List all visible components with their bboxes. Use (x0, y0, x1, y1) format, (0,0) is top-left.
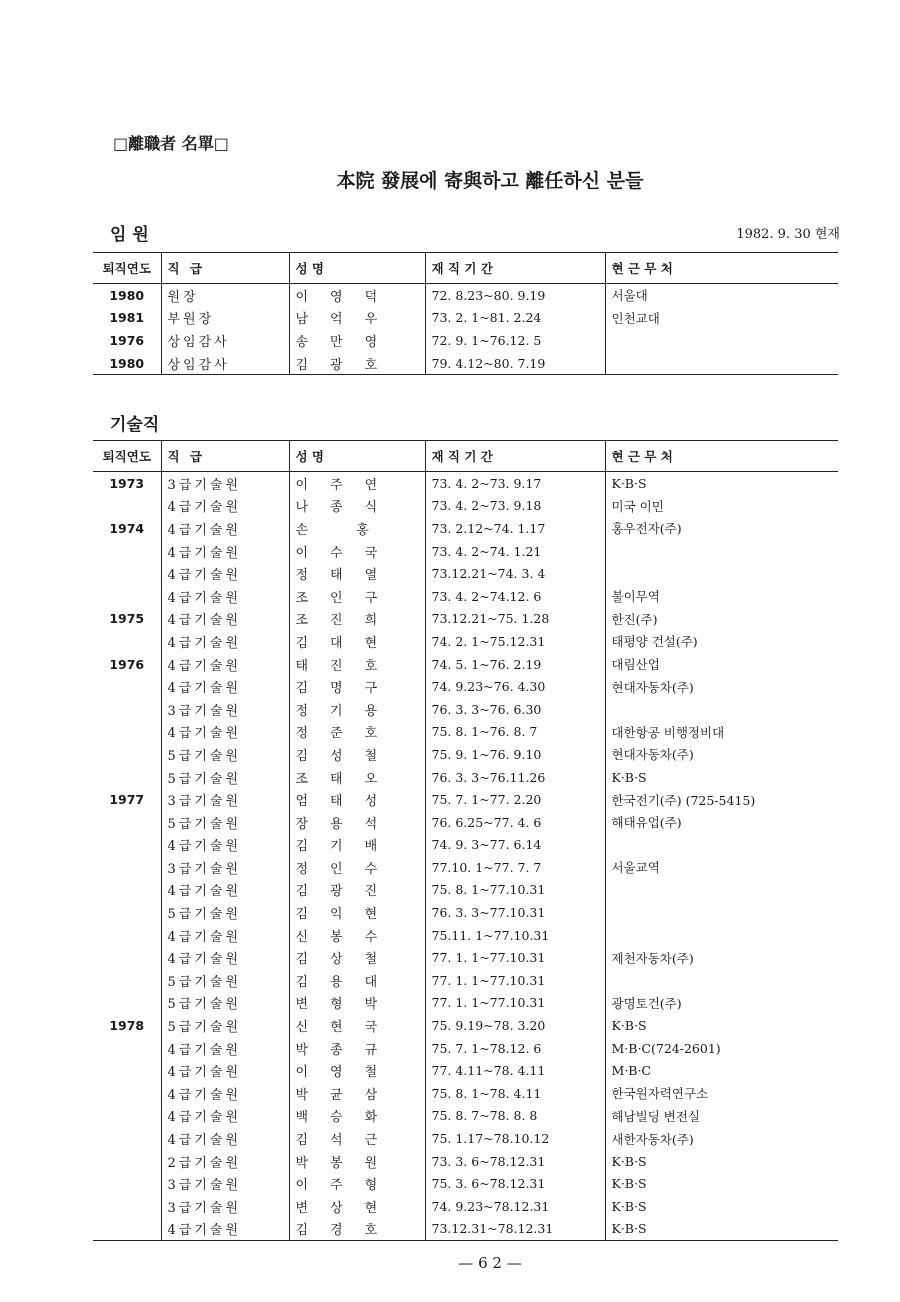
table-row (93, 992, 838, 1015)
period-cell: 74. 9.23~76. 4.30 (425, 675, 605, 698)
year-cell (93, 1059, 161, 1082)
period-cell: 77. 4.11~78. 4.11 (425, 1059, 605, 1082)
period-cell: 74. 2. 1~75.12.31 (425, 630, 605, 653)
period-cell: 74. 9.23~78.12.31 (425, 1195, 605, 1218)
period-cell: 73.12.21~74. 3. 4 (425, 562, 605, 585)
table-row (93, 495, 838, 518)
rank-cell: 상임감사 (161, 352, 289, 375)
name-cell: 태진호 (289, 653, 425, 676)
year-cell (93, 946, 161, 969)
workplace-cell: 한국전기(주) (725-5415) (605, 788, 838, 811)
header-work: 현 근 무 처 (605, 253, 838, 284)
period-cell: 73. 4. 2~73. 9.17 (425, 472, 605, 495)
workplace-cell (605, 329, 838, 352)
period-cell: 75. 1.17~78.10.12 (425, 1127, 605, 1150)
period-cell: 72. 8.23~80. 9.19 (425, 284, 605, 307)
rank-cell: 4급기술원 (161, 585, 289, 608)
table-row (93, 698, 838, 721)
as-of-date: 1982. 9. 30 현재 (736, 227, 840, 242)
period-cell: 77. 1. 1~77.10.31 (425, 946, 605, 969)
workplace-cell: M·B·C (605, 1059, 838, 1082)
name-cell: 김명구 (289, 675, 425, 698)
workplace-cell: 태평양 건설(주) (605, 630, 838, 653)
workplace-cell: 새한자동차(주) (605, 1127, 838, 1150)
period-cell: 72. 9. 1~76.12. 5 (425, 329, 605, 352)
period-cell: 73. 4. 2~74.12. 6 (425, 585, 605, 608)
name-cell: 김익현 (289, 901, 425, 924)
year-cell (93, 1082, 161, 1105)
rank-cell: 부원장 (161, 307, 289, 330)
period-cell: 73. 2.12~74. 1.17 (425, 517, 605, 540)
workplace-cell: 미국 이민 (605, 495, 838, 518)
name-cell: 장용석 (289, 811, 425, 834)
workplace-cell: 현대자동차(주) (605, 675, 838, 698)
rank-cell: 5급기술원 (161, 766, 289, 789)
period-cell: 75. 9. 1~76. 9.10 (425, 743, 605, 766)
name-cell: 송만영 (289, 329, 425, 352)
name-cell: 손 홍 (289, 517, 425, 540)
rank-cell: 4급기술원 (161, 653, 289, 676)
period-cell: 75.11. 1~77.10.31 (425, 924, 605, 947)
header-rank: 직 급 (161, 253, 289, 284)
name-cell: 신봉수 (289, 924, 425, 947)
table-row (93, 743, 838, 766)
period-cell: 77. 1. 1~77.10.31 (425, 992, 605, 1015)
year-cell (93, 721, 161, 744)
name-cell: 백승화 (289, 1105, 425, 1128)
period-cell: 74. 5. 1~76. 2.19 (425, 653, 605, 676)
table-row (93, 675, 838, 698)
name-cell: 김경호 (289, 1218, 425, 1241)
table-row (93, 307, 838, 330)
table-row (93, 969, 838, 992)
name-cell: 정기용 (289, 698, 425, 721)
technical-heading: 기술직 (110, 415, 160, 435)
rank-cell: 4급기술원 (161, 1082, 289, 1105)
name-cell: 박봉원 (289, 1150, 425, 1173)
year-cell (93, 585, 161, 608)
rank-cell: 4급기술원 (161, 834, 289, 857)
workplace-cell: M·B·C(724-2601) (605, 1037, 838, 1060)
workplace-cell: K·B·S (605, 1172, 838, 1195)
period-cell: 75. 8. 7~78. 8. 8 (425, 1105, 605, 1128)
name-cell: 이주형 (289, 1172, 425, 1195)
name-cell: 조진희 (289, 608, 425, 631)
rank-cell: 4급기술원 (161, 1059, 289, 1082)
rank-cell: 4급기술원 (161, 946, 289, 969)
year-cell (93, 992, 161, 1015)
rank-cell: 원장 (161, 284, 289, 307)
name-cell: 김성철 (289, 743, 425, 766)
period-cell: 79. 4.12~80. 7.19 (425, 352, 605, 375)
table-row (93, 1150, 838, 1173)
workplace-cell: 광명토건(주) (605, 992, 838, 1015)
rank-cell: 4급기술원 (161, 495, 289, 518)
year-cell (93, 675, 161, 698)
year-cell (93, 856, 161, 879)
period-cell: 76. 3. 3~76. 6.30 (425, 698, 605, 721)
year-cell (93, 495, 161, 518)
workplace-cell: 홍우전자(주) (605, 517, 838, 540)
year-cell: 1976 (109, 332, 145, 348)
period-cell: 73.12.21~75. 1.28 (425, 608, 605, 631)
rank-cell: 5급기술원 (161, 743, 289, 766)
table-row (93, 1195, 838, 1218)
name-cell: 이주연 (289, 472, 425, 495)
table-row (93, 653, 838, 676)
rank-cell: 3급기술원 (161, 856, 289, 879)
executives-heading: 임 원 (110, 225, 149, 245)
name-cell: 정준호 (289, 721, 425, 744)
workplace-cell (605, 879, 838, 902)
header-work: 현 근 무 처 (605, 441, 838, 472)
period-cell: 75. 7. 1~77. 2.20 (425, 788, 605, 811)
year-cell (93, 698, 161, 721)
table-row (93, 924, 838, 947)
executives-table (93, 252, 838, 375)
table-row (93, 284, 838, 307)
workplace-cell: 제천자동차(주) (605, 946, 838, 969)
header-period: 재 직 기 간 (425, 253, 605, 284)
name-cell: 김기배 (289, 834, 425, 857)
name-cell: 변형박 (289, 992, 425, 1015)
year-cell (93, 743, 161, 766)
workplace-cell: K·B·S (605, 1150, 838, 1173)
table-header-row (93, 253, 838, 284)
rank-cell: 5급기술원 (161, 1014, 289, 1037)
year-cell (93, 1127, 161, 1150)
technical-table (93, 440, 838, 1241)
year-cell (93, 969, 161, 992)
year-cell (93, 1218, 161, 1241)
workplace-cell: K·B·S (605, 766, 838, 789)
name-cell: 이수국 (289, 540, 425, 563)
rank-cell: 4급기술원 (161, 517, 289, 540)
table-row (93, 834, 838, 857)
name-cell: 김용대 (289, 969, 425, 992)
workplace-cell: 대한항공 비행정비대 (605, 721, 838, 744)
workplace-cell (605, 834, 838, 857)
workplace-cell: K·B·S (605, 1218, 838, 1241)
rank-cell: 상임감사 (161, 329, 289, 352)
period-cell: 73. 4. 2~74. 1.21 (425, 540, 605, 563)
table-row (93, 352, 838, 375)
rank-cell: 5급기술원 (161, 811, 289, 834)
rank-cell: 4급기술원 (161, 630, 289, 653)
year-cell (93, 540, 161, 563)
year-cell: 1973 (109, 475, 145, 491)
rank-cell: 4급기술원 (161, 675, 289, 698)
year-cell (93, 834, 161, 857)
table-row (93, 1218, 838, 1241)
table-row (93, 1059, 838, 1082)
name-cell: 엄태성 (289, 788, 425, 811)
year-cell (93, 1150, 161, 1173)
rank-cell: 4급기술원 (161, 1037, 289, 1060)
table-row (93, 472, 838, 495)
year-cell (93, 901, 161, 924)
table-row (93, 540, 838, 563)
period-cell: 77. 1. 1~77.10.31 (425, 969, 605, 992)
period-cell: 75. 3. 6~78.12.31 (425, 1172, 605, 1195)
table-row (93, 329, 838, 352)
rank-cell: 4급기술원 (161, 879, 289, 902)
period-cell: 73. 3. 6~78.12.31 (425, 1150, 605, 1173)
name-cell: 김광호 (289, 352, 425, 375)
header-rank: 직 급 (161, 441, 289, 472)
year-cell (93, 924, 161, 947)
table-row (93, 1037, 838, 1060)
rank-cell: 3급기술원 (161, 788, 289, 811)
page-number: — 6 2 — (458, 1254, 522, 1272)
period-cell: 75. 8. 1~76. 8. 7 (425, 721, 605, 744)
workplace-cell: 한국원자력연구소 (605, 1082, 838, 1105)
rank-cell: 2급기술원 (161, 1150, 289, 1173)
rank-cell: 4급기술원 (161, 924, 289, 947)
rank-cell: 3급기술원 (161, 1195, 289, 1218)
table-row (93, 1172, 838, 1195)
rank-cell: 3급기술원 (161, 472, 289, 495)
table-header-row (93, 441, 838, 472)
period-cell: 73. 2. 1~81. 2.24 (425, 307, 605, 330)
rank-cell: 4급기술원 (161, 721, 289, 744)
rank-cell: 3급기술원 (161, 1172, 289, 1195)
rank-cell: 4급기술원 (161, 1218, 289, 1241)
period-cell: 75. 8. 1~77.10.31 (425, 879, 605, 902)
rank-cell: 4급기술원 (161, 562, 289, 585)
workplace-cell (605, 969, 838, 992)
name-cell: 변상현 (289, 1195, 425, 1218)
year-cell (93, 1037, 161, 1060)
workplace-cell: 서울교역 (605, 856, 838, 879)
rank-cell: 3급기술원 (161, 698, 289, 721)
table-row (93, 1014, 838, 1037)
workplace-cell: 해남빌딩 변전실 (605, 1105, 838, 1128)
year-cell: 1976 (109, 656, 145, 672)
table-row (93, 517, 838, 540)
rank-cell: 5급기술원 (161, 992, 289, 1015)
period-cell: 76. 6.25~77. 4. 6 (425, 811, 605, 834)
name-cell: 남억우 (289, 307, 425, 330)
workplace-cell (605, 562, 838, 585)
name-cell: 나종식 (289, 495, 425, 518)
table-row (93, 1105, 838, 1128)
period-cell: 75. 7. 1~78.12. 6 (425, 1037, 605, 1060)
year-cell (93, 630, 161, 653)
period-cell: 74. 9. 3~77. 6.14 (425, 834, 605, 857)
rank-cell: 5급기술원 (161, 901, 289, 924)
table-row (93, 630, 838, 653)
workplace-cell (605, 901, 838, 924)
workplace-cell: 대림산업 (605, 653, 838, 676)
table-row (93, 788, 838, 811)
table-row (93, 1082, 838, 1105)
name-cell: 김석근 (289, 1127, 425, 1150)
year-cell: 1978 (109, 1018, 145, 1034)
year-cell (93, 1172, 161, 1195)
table-row (93, 946, 838, 969)
workplace-cell: 해태유업(주) (605, 811, 838, 834)
rank-cell: 4급기술원 (161, 1105, 289, 1128)
name-cell: 조인구 (289, 585, 425, 608)
year-cell: 1975 (109, 611, 145, 627)
workplace-cell (605, 352, 838, 375)
name-cell: 정인수 (289, 856, 425, 879)
workplace-cell: 현대자동차(주) (605, 743, 838, 766)
header-year: 퇴직연도 (93, 253, 161, 284)
workplace-cell: K·B·S (605, 472, 838, 495)
table-row (93, 811, 838, 834)
period-cell: 75. 9.19~78. 3.20 (425, 1014, 605, 1037)
rank-cell: 4급기술원 (161, 608, 289, 631)
period-cell: 76. 3. 3~76.11.26 (425, 766, 605, 789)
year-cell: 1977 (109, 792, 145, 808)
year-cell (93, 562, 161, 585)
name-cell: 이영덕 (289, 284, 425, 307)
name-cell: 이영철 (289, 1059, 425, 1082)
table-row (93, 608, 838, 631)
name-cell: 김대현 (289, 630, 425, 653)
name-cell: 김광진 (289, 879, 425, 902)
workplace-cell: 불이무역 (605, 585, 838, 608)
period-cell: 77.10. 1~77. 7. 7 (425, 856, 605, 879)
year-cell (93, 766, 161, 789)
workplace-cell: K·B·S (605, 1014, 838, 1037)
table-row (93, 901, 838, 924)
workplace-cell (605, 540, 838, 563)
year-cell (93, 811, 161, 834)
name-cell: 신현국 (289, 1014, 425, 1037)
workplace-cell: 한진(주) (605, 608, 838, 631)
header-year: 퇴직연도 (93, 441, 161, 472)
header-name: 성 명 (289, 441, 425, 472)
rank-cell: 4급기술원 (161, 540, 289, 563)
workplace-cell: 인천교대 (605, 307, 838, 330)
section-tag: □離職者 名單□ (113, 134, 229, 153)
period-cell: 75. 8. 1~78. 4.11 (425, 1082, 605, 1105)
period-cell: 73.12.31~78.12.31 (425, 1218, 605, 1241)
year-cell (93, 1195, 161, 1218)
workplace-cell: K·B·S (605, 1195, 838, 1218)
page-title: 本院 發展에 寄與하고 離任하신 분들 (336, 170, 644, 192)
workplace-cell: 서울대 (605, 284, 838, 307)
table-row (93, 856, 838, 879)
rank-cell: 5급기술원 (161, 969, 289, 992)
name-cell: 박종규 (289, 1037, 425, 1060)
year-cell (93, 879, 161, 902)
table-row (93, 585, 838, 608)
name-cell: 박균삼 (289, 1082, 425, 1105)
table-row (93, 721, 838, 744)
header-name: 성 명 (289, 253, 425, 284)
year-cell: 1980 (93, 352, 161, 375)
year-cell: 1980 (109, 287, 145, 303)
name-cell: 김상철 (289, 946, 425, 969)
table-row (93, 1127, 838, 1150)
name-cell: 조태오 (289, 766, 425, 789)
year-cell (93, 1105, 161, 1128)
table-row (93, 766, 838, 789)
period-cell: 76. 3. 3~77.10.31 (425, 901, 605, 924)
table-row (93, 879, 838, 902)
year-cell: 1981 (109, 310, 145, 326)
name-cell: 정태열 (289, 562, 425, 585)
year-cell: 1974 (109, 520, 145, 536)
period-cell: 73. 4. 2~73. 9.18 (425, 495, 605, 518)
workplace-cell (605, 924, 838, 947)
header-period: 재 직 기 간 (425, 441, 605, 472)
workplace-cell (605, 698, 838, 721)
table-row (93, 562, 838, 585)
rank-cell: 4급기술원 (161, 1127, 289, 1150)
